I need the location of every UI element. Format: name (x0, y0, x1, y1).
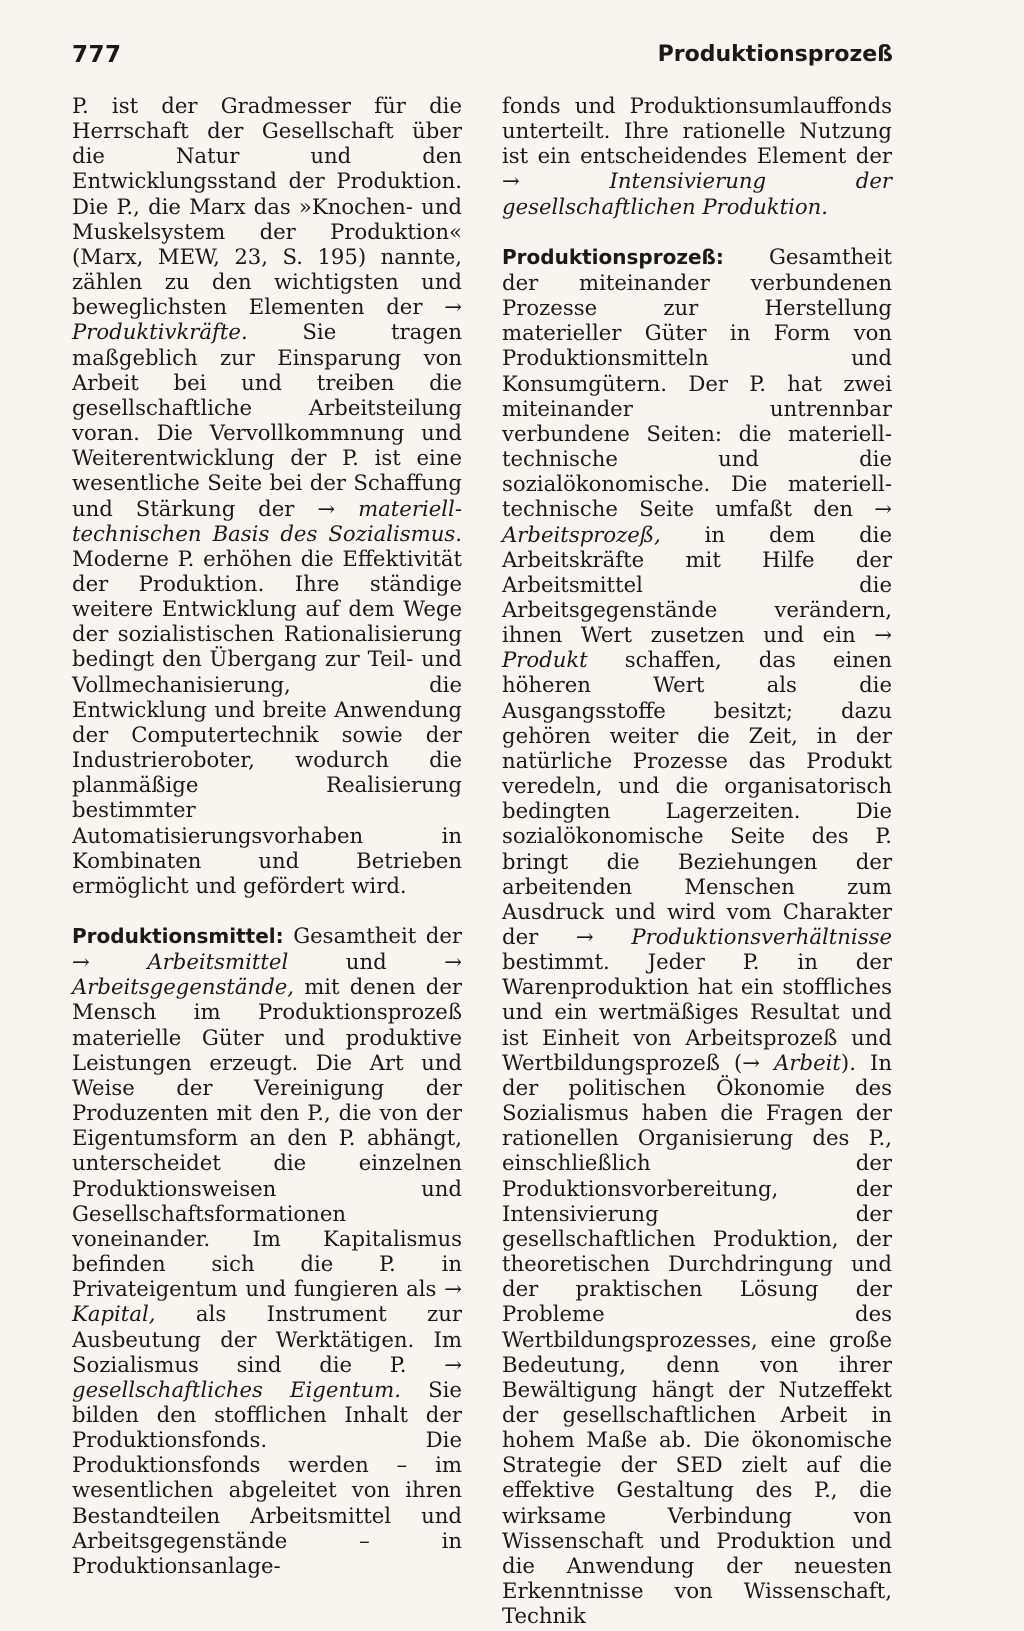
cross-reference-arrow-icon: → (575, 924, 594, 949)
cross-reference-arrow-icon: → (874, 496, 892, 522)
entry-term: Produktionsprozeß: (502, 244, 724, 269)
cross-reference-arrow-icon: → (72, 949, 90, 975)
cross-reference-link[interactable]: Produktivkräfte. (72, 319, 248, 345)
cross-reference-link[interactable]: materiell-technischen Basis des Sozialismus. (72, 495, 462, 546)
cross-reference-arrow-icon: → (742, 1049, 761, 1075)
left-column (72, 93, 462, 1578)
cross-reference-arrow-icon: → (444, 294, 462, 320)
right-column (502, 93, 892, 1628)
cross-reference-link[interactable]: Kapital, (72, 1301, 156, 1327)
page-number: 777 (72, 42, 122, 68)
cross-reference-link[interactable]: Produktionsverhältnisse (631, 924, 892, 949)
cross-reference-arrow-icon: → (502, 168, 520, 194)
entry-produktionsmittel: Produktionsmittel: Gesamtheit der → Arbeitsmittel und → Arbeitsgegenstände, mit denen der Mensch im Produktionsprozeß materielle Güter und produktive Leistungen erzeugt. Die Art und Weise der Vereinigung der Produzenten mit den P., die von der Eigentumsform an den P. abhängt, unterscheidet die einzelnen Produktionsweisen und Gesellschaftsformationen voneinander. Im Kapitalismus befinden sich die P. in Privateigentum und fungieren als → Kapital, als Instrument zur Ausbeutung der Werktätigen. Im Sozialismus sind die P. → gesellschaftliches Eigentum. Sie bilden den stofflichen Inhalt der Produktionsfonds. Die Produktionsfonds werden – im wesentlichen abgeleitet von ihren Bestandteilen Arbeitsmittel und Arbeitsgegenstände – in Produktionsanlage- (72, 923, 462, 1578)
cross-reference-arrow-icon: → (444, 1276, 462, 1302)
entry-term: Produktionsmittel: (72, 924, 284, 948)
cross-reference-arrow-icon: → (317, 495, 336, 521)
running-title: Produktionsprozeß (657, 42, 893, 67)
cross-reference-link[interactable]: Arbeit (774, 1049, 841, 1075)
cross-reference-link[interactable]: Produkt (502, 647, 588, 673)
cross-reference-arrow-icon: → (874, 622, 892, 648)
cross-reference-arrow-icon: → (444, 1351, 462, 1377)
cross-reference-link[interactable]: gesellschaftliches Eigentum. (72, 1376, 402, 1402)
paragraph-werkzeugmaschinen-continuation: P. ist der Gradmesser für die Herrschaft der Gesellschaft über die Natur und den Entwicklungsstand der Produktion. Die P., die Marx das »Knochen- und Muskelsystem der Produktion« (Marx, MEW, 23, S. 195) nannte, zählen zu den wichtigsten und beweglichsten Elementen der → Produktivkräfte. Sie tragen maßgeblich zur Einsparung von Arbeit bei und treiben die gesellschaftliche Arbeitsteilung voran. Die Vervollkommnung und Weiterentwicklung der P. ist eine wesentliche Seite bei der Schaffung und Stärkung der → materiell-technischen Basis des Sozialismus. Moderne P. erhöhen die Effektivität der Produktion. Ihre ständige weitere Entwicklung auf dem Wege der sozialistischen Rationalisierung bedingt den Übergang zur Teil- und Vollmechanisierung, die Entwicklung und breite Anwendung der Computertechnik sowie der Industrieroboter, wodurch die planmäßige Realisierung bestimmter Automatisierungsvorhaben in Kombinaten und Betrieben ermöglicht und gefördert wird. (72, 93, 462, 898)
entry-produktionsprozess: Produktionsprozeß: Gesamtheit der miteinander verbundenen Prozesse zur Herstellung materieller Güter in Form von Produktionsmitteln und Konsumgütern. Der P. hat zwei miteinander untrennbar verbundene Seiten: die materiell-technische und die sozialökonomische. Die materiell-technische Seite umfaßt den → Arbeitsprozeß, in dem die Arbeitskräfte mit Hilfe der Arbeitsmittel die Arbeitsgegenstände verändern, ihnen Wert zusetzen und ein → Produkt schaffen, das einen höheren Wert als die Ausgangsstoffe besitzt; dazu gehören weiter die Zeit, in der natürliche Prozesse das Produkt veredeln, und die organisatorisch bedingten Lagerzeiten. Die sozialökonomische Seite des P. bringt die Beziehungen der arbeitenden Menschen zum Ausdruck und wird vom Charakter der → Produktionsverhältnisse bestimmt. Jeder P. in der Warenproduktion hat ein stoffliches und ein wertmäßiges Resultat und ist Einheit von Arbeitsprozeß und Wertbildungsprozeß (→ Arbeit). In der politischen Ökonomie des Sozialismus haben die Fragen der rationellen Organisierung des P., einschließlich der Produktionsvorbereitung, der Intensivierung der gesellschaftlichen Produktion, der theoretischen Durchdringung und der praktischen Lösung der Probleme des Wertbildungsprozesses, eine große Bedeutung, denn von ihrer Bewältigung hängt der Nutzeffekt der gesellschaftlichen Arbeit in hohem Maße ab. Die ökonomische Strategie der SED zielt auf die effektive Gestaltung des P., die wirksame Verbindung von Wissenschaft und Produktion und die Anwendung der neuesten Erkenntnisse von Wissenschaft, Technik (502, 243, 892, 1629)
cross-reference-link[interactable]: Arbeitsprozeß, (502, 521, 661, 547)
cross-reference-link[interactable]: Arbeitsgegenstände, (72, 974, 295, 1000)
cross-reference-link[interactable]: Intensivierung der gesellschaftlichen Produktion. (502, 168, 892, 219)
paragraph-produktionsfonds-continuation: fonds und Produktionsumlauffonds unterteilt. Ihre rationelle Nutzung ist ein entscheidendes Element der → Intensivierung der gesellschaftlichen Produktion. (502, 93, 892, 219)
cross-reference-link[interactable]: Arbeitsmittel (147, 949, 289, 975)
cross-reference-arrow-icon: → (444, 949, 462, 975)
